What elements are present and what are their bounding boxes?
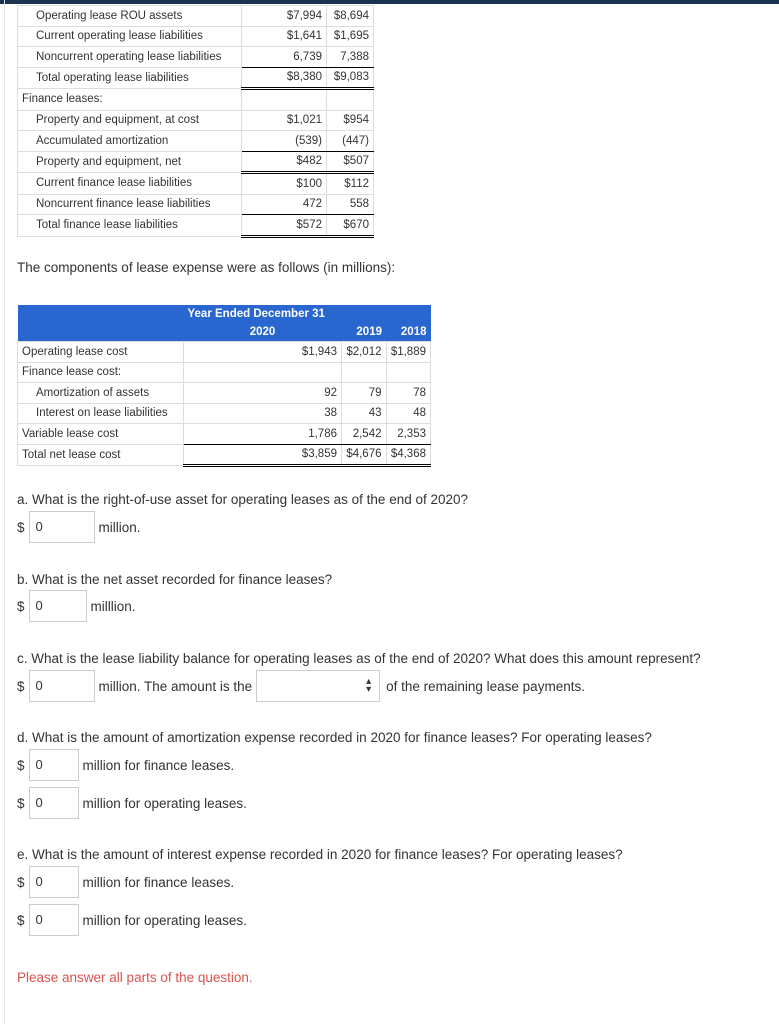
value-2019	[342, 362, 387, 383]
value-2019: $8,694	[327, 6, 374, 27]
answer-b	[17, 590, 136, 622]
value-2019: $2,012	[342, 342, 387, 363]
value-2020	[242, 89, 327, 111]
row-label: Amortization of assets	[18, 383, 184, 404]
answer-d-operating-suffix: million for operating leases.	[82, 795, 247, 811]
warning-message: Please answer all parts of the question.	[17, 970, 253, 985]
value-2018: 48	[386, 403, 431, 424]
question-a: a. What is the right-of-use asset for operating leases as of the end of 2020?	[17, 492, 469, 507]
question-c: c. What is the lease liability balance for operating leases as of the end of 2020? What does this amount represent?	[17, 651, 701, 666]
left-border	[4, 0, 5, 1024]
value-2019: 43	[342, 403, 387, 424]
select-arrows-icon: ▴ ▾	[366, 676, 372, 695]
dollar-sign: $	[17, 598, 25, 614]
value-2020: $482	[242, 151, 327, 173]
dollar-sign: $	[17, 678, 25, 694]
value-2019: 2,542	[342, 424, 387, 445]
row-label: Property and equipment, net	[18, 151, 242, 173]
table-row	[18, 47, 374, 68]
value-2020: 472	[242, 194, 327, 215]
value-2019: $670	[327, 215, 374, 237]
row-label: Total finance lease liabilities	[18, 215, 242, 237]
answer-a	[17, 511, 141, 543]
answer-c-select[interactable]	[256, 670, 380, 702]
value-2019: $954	[327, 110, 374, 131]
answer-d-finance	[17, 749, 234, 781]
row-label: Accumulated amortization	[18, 131, 242, 152]
answer-d-finance-suffix: million for finance leases.	[82, 757, 235, 773]
year-2020: 2020	[184, 323, 342, 342]
answer-c-input[interactable]: 0	[29, 670, 95, 702]
value-2020: $100	[242, 173, 327, 195]
value-2020: 6,739	[242, 47, 327, 68]
answer-a-suffix: million.	[98, 519, 141, 535]
row-label: Total net lease cost	[18, 444, 184, 466]
value-2019: $112	[327, 173, 374, 195]
answer-a-input[interactable]: 0	[29, 511, 95, 543]
intro-text: The components of lease expense were as follows (in millions):	[17, 260, 396, 275]
value-2020: $572	[242, 215, 327, 237]
table-row	[18, 173, 374, 195]
value-2018: 2,353	[386, 424, 431, 445]
table-row	[18, 67, 374, 89]
value-2020: (539)	[242, 131, 327, 152]
dollar-sign: $	[17, 912, 25, 928]
answer-d-operating	[17, 787, 247, 819]
row-label: Operating lease ROU assets	[18, 6, 242, 27]
table-row	[18, 383, 431, 404]
value-2020: 38	[184, 403, 342, 424]
year-2019: 2019	[342, 323, 387, 342]
dollar-sign: $	[17, 795, 25, 811]
value-2020: 92	[184, 383, 342, 404]
row-label: Interest on lease liabilities	[18, 403, 184, 424]
value-2020: $8,380	[242, 67, 327, 89]
value-2019: 7,388	[327, 47, 374, 68]
value-2018: 78	[386, 383, 431, 404]
answer-d-operating-input[interactable]: 0	[29, 787, 79, 819]
value-2018: $4,368	[386, 444, 431, 466]
dollar-sign: $	[17, 519, 25, 535]
row-label: Operating lease cost	[18, 342, 184, 363]
answer-b-suffix: milllion.	[90, 598, 136, 614]
answer-e-finance-suffix: million for finance leases.	[82, 874, 235, 890]
answer-e-operating-suffix: million for operating leases.	[82, 912, 247, 928]
table-row	[18, 342, 431, 363]
table-row	[18, 131, 374, 152]
value-2020	[184, 362, 342, 383]
table-row	[18, 403, 431, 424]
row-label: Variable lease cost	[18, 424, 184, 445]
table-row	[18, 444, 431, 466]
year-header: Year Ended December 31	[184, 305, 431, 323]
value-2018	[386, 362, 431, 383]
value-2020: $1,021	[242, 110, 327, 131]
answer-e-finance-input[interactable]: 0	[29, 866, 79, 898]
answer-c	[17, 670, 585, 702]
value-2019: (447)	[327, 131, 374, 152]
value-2019: $9,083	[327, 67, 374, 89]
row-label: Finance leases:	[18, 89, 242, 111]
table-row	[18, 424, 431, 445]
table-row	[18, 110, 374, 131]
value-2019: $507	[327, 151, 374, 173]
value-2019	[327, 89, 374, 111]
row-label: Finance lease cost:	[18, 362, 184, 383]
answer-c-suffix: of the remaining lease payments.	[386, 678, 585, 694]
row-label: Noncurrent finance lease liabilities	[18, 194, 242, 215]
table-row	[18, 362, 431, 383]
row-label: Current finance lease liabilities	[18, 173, 242, 195]
question-d: d. What is the amount of amortization expense recorded in 2020 for finance leases? For operating leases?	[17, 730, 652, 745]
answer-b-input[interactable]: 0	[29, 590, 87, 622]
answer-e-finance	[17, 866, 234, 898]
row-label: Noncurrent operating lease liabilities	[18, 47, 242, 68]
value-2020: $1,641	[242, 26, 327, 47]
value-2020: $3,859	[184, 444, 342, 466]
value-2019: $4,676	[342, 444, 387, 466]
table-row	[18, 6, 374, 27]
table-row	[18, 151, 374, 173]
table-row	[18, 89, 374, 111]
value-2020: $1,943	[184, 342, 342, 363]
value-2020: $7,994	[242, 6, 327, 27]
table-row	[18, 26, 374, 47]
answer-e-operating	[17, 904, 247, 936]
question-b: b. What is the net asset recorded for finance leases?	[17, 572, 333, 587]
dollar-sign: $	[17, 757, 25, 773]
value-2019: 558	[327, 194, 374, 215]
row-label: Property and equipment, at cost	[18, 110, 242, 131]
value-2019: $1,695	[327, 26, 374, 47]
value-2020: 1,786	[184, 424, 342, 445]
answer-e-operating-input[interactable]: 0	[29, 904, 79, 936]
table-row	[18, 215, 374, 237]
table-row	[18, 194, 374, 215]
answer-d-finance-input[interactable]: 0	[29, 749, 79, 781]
value-2019: 79	[342, 383, 387, 404]
question-e: e. What is the amount of interest expense recorded in 2020 for finance leases? For operating leases?	[17, 847, 623, 862]
dollar-sign: $	[17, 874, 25, 890]
row-label: Current operating lease liabilities	[18, 26, 242, 47]
row-label: Total operating lease liabilities	[18, 67, 242, 89]
balance-sheet-table	[17, 5, 374, 238]
value-2018: $1,889	[386, 342, 431, 363]
lease-expense-table	[17, 305, 431, 467]
year-2018: 2018	[386, 323, 431, 342]
answer-c-mid: million. The amount is the	[98, 678, 253, 694]
top-bar	[0, 0, 779, 4]
